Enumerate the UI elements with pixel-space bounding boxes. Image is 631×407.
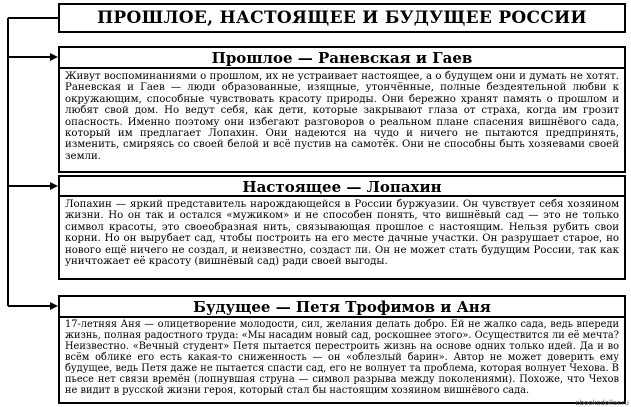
section-present-heading-text: Настоящее — Лопахин (242, 177, 442, 196)
section-past-heading (58, 46, 626, 69)
arrow-present-icon (50, 182, 58, 190)
section-past-body (58, 67, 626, 173)
section-future-body (58, 316, 626, 404)
section-future-text: 17-летняя Аня — олицетворение молодости, сил, желания делать добро. Ей не жалко сада, ведь впереди жизнь, полная радостного труда: «Мы насадим новый сад, роскошнее этого». Осуществится ли её мечта? Неизвестно. «Вечный студент» Петя пытается перестроить жизнь на основе одних только идей. Да и во всём облике его есть какая-то сниженность — он «облезлый барин». Автор не может доверить ему будущее, ведь Петя даже не пытается спасти сад, его не волнует та проблема, которая волнует Чехова. В пьесе нет связи времён (лопнувшая струна — символ разрыва между поколениями). Похоже, что Чехов не видит в русской жизни героя, который стал бы настоящим хозяином вишнёвого сада. (65, 319, 619, 396)
arrow-past-icon (50, 53, 58, 61)
section-past-text: Живут воспоминаниями о прошлом, их не устраивает настоящее, а о будущем они и думать не хотят. Раневская и Гаев — люди образованные, изящные, утончённые, полные бездеятельной любви к окружающим, способные чувствовать красоту природы. Они бережно хранят память о прошлом и любят свой дом. Но ведут себя, как дети, которые закрывают глаза от страха, когда им грозит опасность. Именно поэтому они избегают разговоров о реальном плане спасения вишнёвого сада, который им предлагает Лопахин. Они надеются на чудо и ничего не пытаются предпринять, изменить, смиряясь со своей белой и всё пустив на самотёк. Они не способны быть хозяевами своей земли. (65, 71, 619, 162)
diagram-title-text: ПРОШЛОЕ, НАСТОЯЩЕЕ И БУДУЩЕЕ РОССИИ (97, 8, 587, 28)
section-future-heading-text: Будущее — Петя Трофимов и Аня (193, 297, 491, 316)
section-present-text: Лопахин — яркий представитель нарождающейся в России буржуазии. Он чувствует себя хозяином жизни. Но он так и остался «мужиком» и не способен понять, что вишнёвый сад — это не только символ красоты, это своеобразная нить, связывающая прошлое с настоящим. Нельзя рубить свои корни. Но он вырубает сад, чтобы построить на его месте дачные участки. Он разрушает старое, но нового ещё ничего не создал, и неизвестно, создаст ли. Он не может стать будущим России, так как уничтожает её красоту (вишнёвый сад) ради своей выгоды. (65, 199, 619, 268)
watermark: ebooksdollar.ru (575, 399, 629, 407)
section-future-heading (58, 295, 626, 318)
diagram-title (58, 3, 626, 33)
section-past-heading-text: Прошлое — Раневская и Гаев (211, 48, 473, 67)
arrow-future-icon (50, 302, 58, 310)
section-present-body (58, 195, 626, 280)
